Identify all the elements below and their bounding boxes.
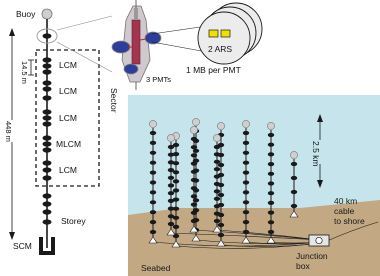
junction-label-line-1: Junction	[296, 251, 328, 261]
buoy-icon	[190, 126, 197, 133]
storey-icon	[214, 182, 220, 186]
detector-line-schematic	[4, 9, 119, 255]
storey-icon	[268, 133, 274, 137]
storey-icon	[168, 160, 174, 164]
storey-icon	[191, 145, 197, 149]
storey-icon	[291, 190, 297, 194]
electronics-board-icon	[198, 12, 250, 64]
storey-icon	[268, 181, 274, 185]
storey-icon	[243, 151, 249, 155]
storey-icon	[243, 220, 249, 224]
junction-label-line-2: box	[296, 261, 310, 271]
storey-icon	[168, 145, 174, 149]
storey-icon	[291, 204, 297, 208]
storey-icon	[173, 179, 179, 183]
storey-icon	[150, 161, 156, 165]
ars-chip-icon	[221, 30, 230, 37]
mb-per-pmt-label: 1 MB per PMT	[186, 65, 241, 75]
buoy-label: Buoy	[16, 9, 36, 19]
storey-icon	[268, 172, 274, 176]
storey-icon	[43, 33, 52, 38]
storey-icon	[268, 211, 274, 215]
storey-icon	[168, 183, 174, 187]
module-label: MLCM	[56, 139, 82, 149]
cable-label-line-3: to shore	[334, 216, 365, 226]
storey-icon	[291, 162, 297, 166]
storey-icon	[168, 207, 174, 211]
storey-icon	[168, 214, 174, 218]
storey-icon	[150, 190, 156, 194]
storey-icon	[268, 152, 274, 156]
storey-icon	[191, 211, 197, 215]
storey-icon	[191, 203, 197, 207]
buoy-icon	[42, 9, 52, 19]
storey-zoom	[57, 0, 262, 90]
storey-icon	[218, 193, 224, 197]
storey-icon	[191, 186, 197, 190]
seabed-label: Seabed	[141, 263, 171, 273]
line-height-label: 448 m	[4, 121, 13, 142]
storey-icon	[168, 222, 174, 226]
module-label: LCM	[59, 60, 77, 70]
storey-icon	[268, 201, 274, 205]
storey-icon	[150, 200, 156, 204]
storey-icon	[168, 153, 174, 157]
storey-icon	[214, 167, 220, 171]
storey-icon	[243, 171, 249, 175]
storey-icon	[291, 176, 297, 180]
storey-icon	[191, 219, 197, 223]
module-label: LCM	[59, 165, 77, 175]
detector-array-view	[128, 95, 380, 276]
ars-label: 2 ARS	[208, 44, 233, 54]
storey-icon	[243, 180, 249, 184]
storey-icon	[214, 204, 220, 208]
buoy-icon	[192, 118, 199, 125]
storey-icon	[243, 210, 249, 214]
ars-chip-icon	[209, 30, 218, 37]
storey-icon	[191, 162, 197, 166]
storey-icon	[243, 190, 249, 194]
storey-icon	[243, 230, 249, 234]
pmts-label: 3 PMTs	[146, 75, 172, 84]
sector-label: Sector	[109, 88, 119, 113]
storey-icon	[150, 131, 156, 135]
storey-icon	[218, 233, 224, 237]
storey-icon	[43, 219, 52, 224]
storey-icon	[268, 191, 274, 195]
storey-icon	[191, 178, 197, 182]
storey-label: Storey	[61, 216, 86, 226]
storey-icon	[214, 189, 220, 193]
storey-icon	[150, 180, 156, 184]
sector-height-label: 14.5 m	[20, 61, 29, 84]
storey-icon	[243, 141, 249, 145]
storey-icon	[268, 220, 274, 224]
storey-icon	[150, 151, 156, 155]
storey-icon	[243, 131, 249, 135]
module-label: LCM	[59, 86, 77, 96]
storey-icon	[214, 197, 220, 201]
module-label: LCM	[59, 113, 77, 123]
detector-height-label: 2.5 km	[311, 141, 321, 167]
buoy-icon	[167, 134, 174, 141]
storey-icon	[268, 230, 274, 234]
storey-icon	[214, 160, 220, 164]
buoy-icon	[149, 120, 156, 127]
pmt-icon	[112, 41, 130, 53]
buoy-icon	[290, 151, 297, 158]
storey-icon	[218, 223, 224, 227]
storey-icon	[214, 212, 220, 216]
storey-icon	[191, 194, 197, 198]
storey-icon	[191, 170, 197, 174]
storey-icon	[150, 141, 156, 145]
storey-icon	[268, 162, 274, 166]
storey-icon	[268, 143, 274, 147]
storey-icon	[150, 171, 156, 175]
storey-icon	[214, 145, 220, 149]
storey-icon	[150, 230, 156, 234]
storey-icon	[168, 191, 174, 195]
storey-icon	[191, 137, 197, 141]
cable-label-line-2: cable	[334, 206, 355, 216]
pmt-icon	[124, 64, 138, 74]
storey-icon	[168, 176, 174, 180]
storey-icon	[168, 199, 174, 203]
storey-icon	[150, 220, 156, 224]
buoy-icon	[217, 122, 224, 129]
scm-label: SCM	[13, 241, 32, 251]
buoy-icon	[213, 134, 220, 141]
storey-icon	[243, 200, 249, 204]
storey-icon	[191, 153, 197, 157]
buoy-icon	[267, 122, 274, 129]
storey-icon	[150, 210, 156, 214]
storey-icon	[243, 161, 249, 165]
storey-icon	[214, 175, 220, 179]
storey-icon	[173, 188, 179, 192]
cable-label-line-1: 40 km	[334, 196, 358, 206]
buoy-icon	[242, 120, 249, 127]
storey-icon	[168, 168, 174, 172]
storey-icon	[214, 219, 220, 223]
storey-icon	[214, 152, 220, 156]
storey-icon	[173, 225, 179, 229]
